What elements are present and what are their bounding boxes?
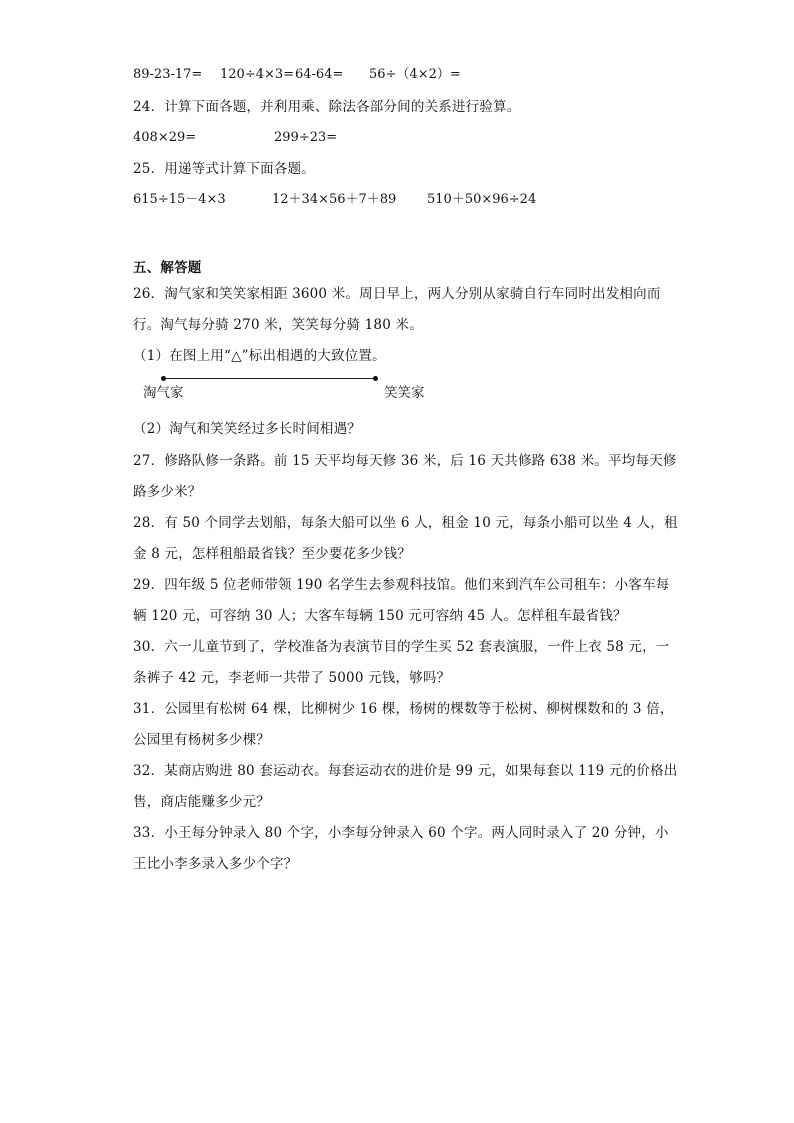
question-28-line-2: 金 8 元，怎样租船最省钱？至少要花多少钱？ (133, 546, 412, 562)
question-24-title: 24．计算下面各题，并利用乘、除法各部分间的关系进行验算。 (133, 99, 521, 115)
question-30-line-1: 30．六一儿童节到了，学校准备为表演节目的学生买 52 套表演服，一件上衣 58 元，一 (133, 639, 670, 655)
question-32-line-1: 32．某商店购进 80 套运动衣。每套运动衣的进价是 99 元，如果每套以 119 元的价格出 (133, 763, 678, 779)
q24-expression-2: 299÷23= (274, 130, 338, 145)
question-26-sub-1: （1）在图上用“△”标出相遇的大致位置。 (133, 348, 386, 364)
question-32-line-2: 售，商店能赚多少元？ (133, 794, 270, 810)
taoqi-home-dot (161, 376, 166, 381)
taoqi-home-label: 淘气家 (143, 385, 184, 401)
distance-line (163, 378, 375, 379)
expression-4: 56÷（4×2）= (369, 67, 461, 82)
xiaoxiao-home-dot (373, 376, 378, 381)
xiaoxiao-home-label: 笑笑家 (384, 385, 425, 401)
q25-expression-1: 615÷15－4×3 (133, 192, 226, 207)
question-29-line-1: 29．四年级 5 位老师带领 190 名学生去参观科技馆。他们来到汽车公司租车：小客车每 (133, 577, 670, 593)
question-26-line-2: 行。淘气每分骑 270 米，笑笑每分骑 180 米。 (133, 317, 423, 333)
question-29-line-2: 辆 120 元，可容纳 30 人；大客车每辆 150 元可容纳 45 人。怎样租车最省钱？ (133, 608, 627, 624)
question-28-line-1: 28．有 50 个同学去划船，每条大船可以坐 6 人，租金 10 元，每条小船可以坐 4 人，租 (133, 515, 678, 531)
question-27-line-1: 27．修路队修一条路。前 15 天平均每天修 36 米，后 16 天共修路 638 米。平均每天修 (133, 453, 677, 469)
question-31-line-2: 公园里有杨树多少棵？ (133, 732, 270, 748)
question-26-sub-2: （2）淘气和笑笑经过多长时间相遇？ (133, 421, 361, 437)
question-33-line-2: 王比小李多录入多少个字？ (133, 856, 298, 872)
question-33-line-1: 33．小王每分钟录入 80 个字，小李每分钟录入 60 个字。两人同时录入了 20 分钟，小 (133, 825, 669, 841)
q25-expression-3: 510＋50×96÷24 (427, 192, 537, 207)
expression-3: 64-64= (295, 67, 344, 82)
section-heading: 五、解答题 (133, 260, 202, 276)
question-25-title: 25．用递等式计算下面各题。 (133, 161, 315, 177)
expression-2: 120÷4×3= (220, 67, 295, 82)
question-30-line-2: 条裤子 42 元，李老师一共带了 5000 元钱，够吗？ (133, 670, 451, 686)
question-27-line-2: 路多少米？ (133, 484, 202, 500)
question-31-line-1: 31．公园里有松树 64 棵，比柳树少 16 棵，杨树的棵数等于松树、柳树棵数和的 3 倍， (133, 701, 674, 717)
q24-expression-1: 408×29= (133, 130, 197, 145)
question-26-line-1: 26．淘气家和笑笑家相距 3600 米。周日早上，两人分别从家骑自行车同时出发相向而 (133, 286, 661, 302)
expression-1: 89-23-17= (133, 67, 203, 82)
q25-expression-2: 12＋34×56＋7＋89 (272, 192, 397, 207)
